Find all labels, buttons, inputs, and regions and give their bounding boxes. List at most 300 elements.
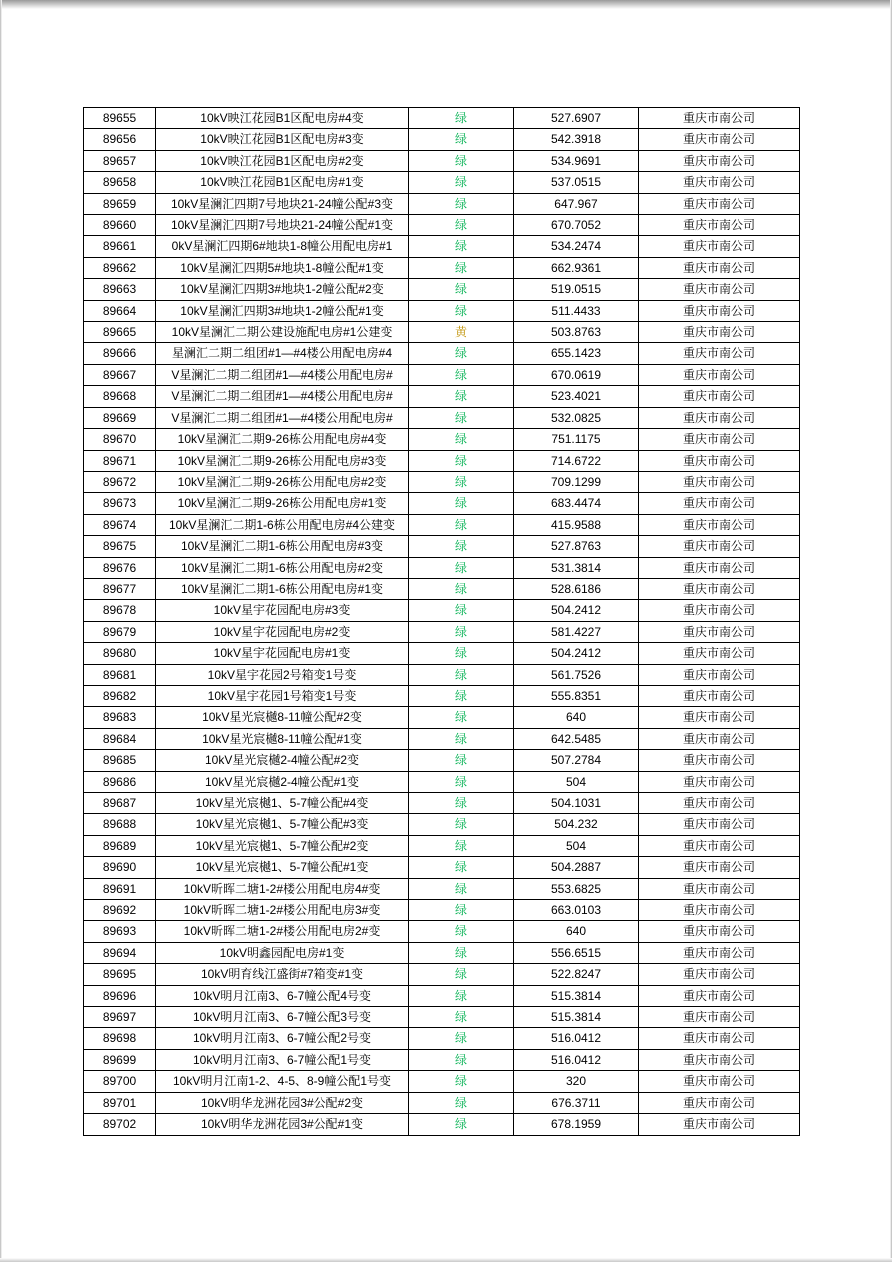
row-value-cell: 670.0619 xyxy=(514,364,639,385)
table-row xyxy=(84,685,800,706)
row-id-cell: 89666 xyxy=(84,343,156,364)
row-id-cell: 89695 xyxy=(84,964,156,985)
row-status-cell: 绿 xyxy=(409,793,514,814)
row-status-cell: 绿 xyxy=(409,921,514,942)
row-status-cell: 绿 xyxy=(409,578,514,599)
row-value-cell: 531.3814 xyxy=(514,557,639,578)
row-status-cell: 绿 xyxy=(409,1092,514,1113)
row-id-cell: 89697 xyxy=(84,1007,156,1028)
row-name-text: 10kV星澜汇二期1-6栋公用配电房#3变 xyxy=(180,539,384,554)
row-name-cell xyxy=(156,964,409,985)
row-value-cell: 504.2412 xyxy=(514,600,639,621)
page-top-edge xyxy=(0,0,892,9)
row-name-cell xyxy=(156,771,409,792)
row-name-cell xyxy=(156,1049,409,1070)
row-status-cell: 绿 xyxy=(409,129,514,150)
table-row xyxy=(84,514,800,535)
row-company-cell: 重庆市南公司 xyxy=(639,1049,800,1070)
row-value-cell: 504 xyxy=(514,835,639,856)
row-id-cell: 89668 xyxy=(84,386,156,407)
row-value-cell: 504.232 xyxy=(514,814,639,835)
row-status-cell: 绿 xyxy=(409,172,514,193)
row-id-cell: 89657 xyxy=(84,150,156,171)
row-company-cell: 重庆市南公司 xyxy=(639,300,800,321)
table-row xyxy=(84,343,800,364)
row-status-cell: 黄 xyxy=(409,322,514,343)
row-name-text: 星澜汇二期二组团#1—#4楼公用配电房#4 xyxy=(171,346,393,361)
row-id-cell: 89687 xyxy=(84,793,156,814)
row-company-cell: 重庆市南公司 xyxy=(639,493,800,514)
row-value-cell: 581.4227 xyxy=(514,621,639,642)
row-status-cell: 绿 xyxy=(409,300,514,321)
page-bottom-edge xyxy=(0,1258,892,1262)
row-value-cell: 670.7052 xyxy=(514,215,639,236)
row-name-cell xyxy=(156,172,409,193)
row-status-cell: 绿 xyxy=(409,685,514,706)
row-name-text: 10kV映江花园B1区配电房#3变 xyxy=(200,132,364,147)
row-name-cell xyxy=(156,343,409,364)
row-value-cell: 534.2474 xyxy=(514,236,639,257)
row-value-cell: 523.4021 xyxy=(514,386,639,407)
row-status-cell: 绿 xyxy=(409,750,514,771)
row-company-cell: 重庆市南公司 xyxy=(639,835,800,856)
row-id-cell: 89667 xyxy=(84,364,156,385)
table-row xyxy=(84,429,800,450)
row-value-cell: 516.0412 xyxy=(514,1028,639,1049)
row-id-cell: 89665 xyxy=(84,322,156,343)
row-id-cell: 89676 xyxy=(84,557,156,578)
row-name-text: 10kV星澜汇二期1-6栋公用配电房#2变 xyxy=(180,560,384,575)
row-id-cell: 89684 xyxy=(84,728,156,749)
table-row xyxy=(84,750,800,771)
row-value-cell: 522.8247 xyxy=(514,964,639,985)
row-company-cell: 重庆市南公司 xyxy=(639,322,800,343)
row-company-cell: 重庆市南公司 xyxy=(639,793,800,814)
row-name-text: 10kV星光宸樾2-4幢公配#2变 xyxy=(204,753,360,768)
row-value-cell: 676.3711 xyxy=(514,1092,639,1113)
row-status-cell: 绿 xyxy=(409,407,514,428)
row-id-cell: 89673 xyxy=(84,493,156,514)
row-status-cell: 绿 xyxy=(409,536,514,557)
row-value-cell: 537.0515 xyxy=(514,172,639,193)
row-status-cell: 绿 xyxy=(409,1007,514,1028)
row-id-cell: 89690 xyxy=(84,857,156,878)
row-company-cell: 重庆市南公司 xyxy=(639,193,800,214)
row-value-cell: 532.0825 xyxy=(514,407,639,428)
table-row xyxy=(84,471,800,492)
row-status-cell: 绿 xyxy=(409,215,514,236)
row-company-cell: 重庆市南公司 xyxy=(639,1071,800,1092)
row-status-cell: 绿 xyxy=(409,1028,514,1049)
row-name-text: 10kV星宇花园配电房#1变 xyxy=(213,646,351,661)
row-id-cell: 89685 xyxy=(84,750,156,771)
row-id-cell: 89656 xyxy=(84,129,156,150)
row-id-cell: 89689 xyxy=(84,835,156,856)
row-value-cell: 504 xyxy=(514,771,639,792)
row-name-cell xyxy=(156,150,409,171)
row-company-cell: 重庆市南公司 xyxy=(639,236,800,257)
row-company-cell: 重庆市南公司 xyxy=(639,557,800,578)
row-value-cell: 663.0103 xyxy=(514,900,639,921)
row-name-cell xyxy=(156,257,409,278)
row-status-cell: 绿 xyxy=(409,964,514,985)
row-name-cell xyxy=(156,236,409,257)
table-row xyxy=(84,921,800,942)
row-id-cell: 89698 xyxy=(84,1028,156,1049)
row-name-text: 10kV星澜汇二期1-6栋公用配电房#4公建变 xyxy=(168,517,396,532)
row-name-text: 10kV明月江南3、6-7幢公配2号变 xyxy=(192,1031,372,1046)
row-company-cell: 重庆市南公司 xyxy=(639,129,800,150)
row-name-text: 10kV星宇花园1号箱变1号变 xyxy=(207,688,357,703)
row-value-cell: 640 xyxy=(514,921,639,942)
row-name-cell xyxy=(156,921,409,942)
row-status-cell: 绿 xyxy=(409,878,514,899)
row-id-cell: 89701 xyxy=(84,1092,156,1113)
page-left-edge xyxy=(0,0,2,1262)
table-row xyxy=(84,150,800,171)
row-id-cell: 89702 xyxy=(84,1114,156,1135)
row-status-cell: 绿 xyxy=(409,514,514,535)
table-row xyxy=(84,814,800,835)
row-status-cell: 绿 xyxy=(409,707,514,728)
row-id-cell: 89664 xyxy=(84,300,156,321)
row-id-cell: 89677 xyxy=(84,578,156,599)
row-id-cell: 89683 xyxy=(84,707,156,728)
row-name-text: 10kV明育线江盛街#7箱变#1变 xyxy=(200,967,364,982)
row-id-cell: 89671 xyxy=(84,450,156,471)
row-status-cell: 绿 xyxy=(409,493,514,514)
row-name-cell xyxy=(156,835,409,856)
row-name-cell xyxy=(156,215,409,236)
row-name-cell xyxy=(156,793,409,814)
table-row xyxy=(84,728,800,749)
transformer-load-table xyxy=(83,107,800,1136)
row-id-cell: 89659 xyxy=(84,193,156,214)
row-name-cell xyxy=(156,857,409,878)
row-company-cell: 重庆市南公司 xyxy=(639,621,800,642)
table-row xyxy=(84,707,800,728)
row-status-cell: 绿 xyxy=(409,193,514,214)
row-status-cell: 绿 xyxy=(409,150,514,171)
row-value-cell: 662.9361 xyxy=(514,257,639,278)
table-row xyxy=(84,407,800,428)
row-company-cell: 重庆市南公司 xyxy=(639,771,800,792)
row-id-cell: 89661 xyxy=(84,236,156,257)
row-name-text: 10kV明月江南1-2、4-5、8-9幢公配1号变 xyxy=(172,1074,392,1089)
row-name-text: 10kV星澜汇四期5#地块1-8幢公配#1变 xyxy=(180,260,384,275)
row-value-cell: 534.9691 xyxy=(514,150,639,171)
row-value-cell: 561.7526 xyxy=(514,664,639,685)
row-name-text: 10kV明月江南3、6-7幢公配1号变 xyxy=(192,1052,372,1067)
row-value-cell: 528.6186 xyxy=(514,578,639,599)
row-id-cell: 89669 xyxy=(84,407,156,428)
row-name-cell xyxy=(156,664,409,685)
row-name-cell xyxy=(156,108,409,129)
table-row xyxy=(84,193,800,214)
row-name-text: 10kV星澜汇四期3#地块1-2幢公配#1变 xyxy=(180,303,384,318)
row-name-text: 10kV星澜汇二期1-6栋公用配电房#1变 xyxy=(180,581,384,596)
row-name-text: V星澜汇二期二组团#1—#4楼公用配电房# xyxy=(171,410,393,425)
row-company-cell: 重庆市南公司 xyxy=(639,386,800,407)
row-value-cell: 642.5485 xyxy=(514,728,639,749)
row-id-cell: 89662 xyxy=(84,257,156,278)
row-name-text: 10kV星宇花园2号箱变1号变 xyxy=(207,667,357,682)
table-row xyxy=(84,900,800,921)
row-name-text: 10kV昕晖二塘1-2#楼公用配电房3#变 xyxy=(183,903,381,918)
row-name-text: 10kV星澜汇四期3#地块1-2幢公配#2变 xyxy=(180,282,384,297)
row-id-cell: 89686 xyxy=(84,771,156,792)
row-id-cell: 89679 xyxy=(84,621,156,642)
row-status-cell: 绿 xyxy=(409,279,514,300)
row-value-cell: 504.2412 xyxy=(514,643,639,664)
row-name-cell xyxy=(156,750,409,771)
row-status-cell: 绿 xyxy=(409,236,514,257)
table-row xyxy=(84,793,800,814)
row-status-cell: 绿 xyxy=(409,257,514,278)
row-name-text: 10kV星澜汇四期7号地块21-24幢公配#1变 xyxy=(170,218,394,233)
row-company-cell: 重庆市南公司 xyxy=(639,643,800,664)
row-status-cell: 绿 xyxy=(409,1049,514,1070)
row-id-cell: 89660 xyxy=(84,215,156,236)
row-name-cell xyxy=(156,322,409,343)
row-name-text: 10kV星澜汇二期公建设施配电房#1公建变 xyxy=(171,325,393,340)
row-name-cell xyxy=(156,1092,409,1113)
row-status-cell: 绿 xyxy=(409,942,514,963)
row-status-cell: 绿 xyxy=(409,471,514,492)
row-company-cell: 重庆市南公司 xyxy=(639,1028,800,1049)
row-value-cell: 751.1175 xyxy=(514,429,639,450)
row-status-cell: 绿 xyxy=(409,621,514,642)
row-value-cell: 542.3918 xyxy=(514,129,639,150)
row-name-cell xyxy=(156,279,409,300)
row-company-cell: 重庆市南公司 xyxy=(639,514,800,535)
row-value-cell: 556.6515 xyxy=(514,942,639,963)
row-company-cell: 重庆市南公司 xyxy=(639,1114,800,1135)
row-status-cell: 绿 xyxy=(409,728,514,749)
table-row xyxy=(84,664,800,685)
table-row xyxy=(84,364,800,385)
row-name-cell xyxy=(156,707,409,728)
row-company-cell: 重庆市南公司 xyxy=(639,1007,800,1028)
row-name-text: 10kV明华龙洲花园3#公配#1变 xyxy=(200,1117,364,1132)
row-name-cell xyxy=(156,493,409,514)
row-company-cell: 重庆市南公司 xyxy=(639,1092,800,1113)
row-value-cell: 683.4474 xyxy=(514,493,639,514)
row-company-cell: 重庆市南公司 xyxy=(639,215,800,236)
row-company-cell: 重庆市南公司 xyxy=(639,343,800,364)
row-name-text: 10kV星宇花园配电房#3变 xyxy=(213,603,351,618)
row-id-cell: 89691 xyxy=(84,878,156,899)
row-company-cell: 重庆市南公司 xyxy=(639,942,800,963)
row-value-cell: 555.8351 xyxy=(514,685,639,706)
row-company-cell: 重庆市南公司 xyxy=(639,578,800,599)
row-name-text: 10kV星光宸樾1、5-7幢公配#1变 xyxy=(195,860,369,875)
row-company-cell: 重庆市南公司 xyxy=(639,172,800,193)
row-id-cell: 89675 xyxy=(84,536,156,557)
row-name-cell xyxy=(156,1028,409,1049)
row-id-cell: 89694 xyxy=(84,942,156,963)
table-body xyxy=(84,108,800,1136)
table-row xyxy=(84,942,800,963)
row-name-cell xyxy=(156,1007,409,1028)
table-row xyxy=(84,493,800,514)
row-name-text: 10kV星澜汇四期7号地块21-24幢公配#3变 xyxy=(170,196,394,211)
row-name-text: 10kV星光宸樾1、5-7幢公配#2变 xyxy=(195,838,369,853)
row-name-cell xyxy=(156,471,409,492)
row-id-cell: 89655 xyxy=(84,108,156,129)
row-value-cell: 527.8763 xyxy=(514,536,639,557)
row-name-cell xyxy=(156,985,409,1006)
row-name-text: 10kV明鑫园配电房#1变 xyxy=(219,945,345,960)
row-name-cell xyxy=(156,300,409,321)
row-value-cell: 503.8763 xyxy=(514,322,639,343)
row-id-cell: 89680 xyxy=(84,643,156,664)
row-name-cell xyxy=(156,942,409,963)
table-row xyxy=(84,129,800,150)
row-status-cell: 绿 xyxy=(409,1114,514,1135)
table-row xyxy=(84,964,800,985)
row-status-cell: 绿 xyxy=(409,643,514,664)
row-value-cell: 504.1031 xyxy=(514,793,639,814)
row-name-cell xyxy=(156,557,409,578)
row-value-cell: 678.1959 xyxy=(514,1114,639,1135)
row-name-cell xyxy=(156,129,409,150)
row-status-cell: 绿 xyxy=(409,1071,514,1092)
row-value-cell: 415.9588 xyxy=(514,514,639,535)
table-row xyxy=(84,108,800,129)
row-name-cell xyxy=(156,429,409,450)
row-status-cell: 绿 xyxy=(409,600,514,621)
row-company-cell: 重庆市南公司 xyxy=(639,685,800,706)
row-name-cell xyxy=(156,536,409,557)
row-status-cell: 绿 xyxy=(409,108,514,129)
row-name-text: 10kV昕晖二塘1-2#楼公用配电房2#变 xyxy=(183,924,381,939)
table-row xyxy=(84,621,800,642)
table-row xyxy=(84,1114,800,1135)
row-status-cell: 绿 xyxy=(409,664,514,685)
row-name-text: 10kV映江花园B1区配电房#1变 xyxy=(200,175,364,190)
row-value-cell: 640 xyxy=(514,707,639,728)
row-status-cell: 绿 xyxy=(409,814,514,835)
row-id-cell: 89674 xyxy=(84,514,156,535)
table-row xyxy=(84,878,800,899)
row-name-cell xyxy=(156,643,409,664)
row-name-text: 10kV映江花园B1区配电房#4变 xyxy=(200,111,364,125)
row-status-cell: 绿 xyxy=(409,900,514,921)
row-name-text: 10kV星光宸樾2-4幢公配#1变 xyxy=(204,774,360,789)
table-row xyxy=(84,1049,800,1070)
table-row xyxy=(84,1007,800,1028)
row-name-text: 10kV星光宸樾8-11幢公配#2变 xyxy=(202,710,362,725)
row-company-cell: 重庆市南公司 xyxy=(639,878,800,899)
row-id-cell: 89682 xyxy=(84,685,156,706)
table-row xyxy=(84,322,800,343)
row-status-cell: 绿 xyxy=(409,835,514,856)
row-id-cell: 89692 xyxy=(84,900,156,921)
row-status-cell: 绿 xyxy=(409,771,514,792)
row-name-text: 10kV昕晖二塘1-2#楼公用配电房4#变 xyxy=(183,881,381,896)
row-name-cell xyxy=(156,193,409,214)
row-status-cell: 绿 xyxy=(409,857,514,878)
row-name-cell xyxy=(156,450,409,471)
row-name-text: 0kV星澜汇四期6#地块1-8幢公用配电房#1 xyxy=(171,239,393,254)
table-row xyxy=(84,771,800,792)
row-company-cell: 重庆市南公司 xyxy=(639,900,800,921)
row-id-cell: 89663 xyxy=(84,279,156,300)
table-row xyxy=(84,835,800,856)
row-name-text: 10kV明月江南3、6-7幢公配4号变 xyxy=(192,988,372,1003)
row-company-cell: 重庆市南公司 xyxy=(639,108,800,129)
row-name-text: 10kV明华龙洲花园3#公配#2变 xyxy=(200,1095,364,1110)
table-row xyxy=(84,1071,800,1092)
row-name-cell xyxy=(156,621,409,642)
row-name-cell xyxy=(156,514,409,535)
row-company-cell: 重庆市南公司 xyxy=(639,450,800,471)
row-name-text: 10kV明月江南3、6-7幢公配3号变 xyxy=(192,1010,372,1025)
table-row xyxy=(84,643,800,664)
row-id-cell: 89681 xyxy=(84,664,156,685)
row-name-cell xyxy=(156,364,409,385)
row-name-cell xyxy=(156,900,409,921)
row-company-cell: 重庆市南公司 xyxy=(639,964,800,985)
row-status-cell: 绿 xyxy=(409,985,514,1006)
row-name-text: 10kV星澜汇二期9-26栋公用配电房#2变 xyxy=(177,474,387,489)
table-row xyxy=(84,857,800,878)
row-value-cell: 507.2784 xyxy=(514,750,639,771)
row-name-cell xyxy=(156,685,409,706)
table-row xyxy=(84,450,800,471)
row-company-cell: 重庆市南公司 xyxy=(639,814,800,835)
table-row xyxy=(84,279,800,300)
row-name-text: 10kV星光宸樾1、5-7幢公配#3变 xyxy=(195,817,369,832)
row-status-cell: 绿 xyxy=(409,343,514,364)
row-company-cell: 重庆市南公司 xyxy=(639,921,800,942)
row-name-text: 10kV星宇花园配电房#2变 xyxy=(213,624,351,639)
row-name-text: V星澜汇二期二组团#1—#4楼公用配电房# xyxy=(171,367,393,382)
row-name-cell xyxy=(156,386,409,407)
row-value-cell: 516.0412 xyxy=(514,1049,639,1070)
table-row xyxy=(84,172,800,193)
row-value-cell: 647.967 xyxy=(514,193,639,214)
row-company-cell: 重庆市南公司 xyxy=(639,471,800,492)
row-id-cell: 89696 xyxy=(84,985,156,1006)
row-status-cell: 绿 xyxy=(409,557,514,578)
row-value-cell: 709.1299 xyxy=(514,471,639,492)
row-id-cell: 89672 xyxy=(84,471,156,492)
row-company-cell: 重庆市南公司 xyxy=(639,707,800,728)
row-name-text: 10kV映江花园B1区配电房#2变 xyxy=(200,153,364,168)
row-value-cell: 504.2887 xyxy=(514,857,639,878)
row-status-cell: 绿 xyxy=(409,364,514,385)
row-name-cell xyxy=(156,600,409,621)
row-company-cell: 重庆市南公司 xyxy=(639,600,800,621)
row-id-cell: 89699 xyxy=(84,1049,156,1070)
table-row xyxy=(84,1028,800,1049)
row-value-cell: 519.0515 xyxy=(514,279,639,300)
row-company-cell: 重庆市南公司 xyxy=(639,857,800,878)
row-value-cell: 655.1423 xyxy=(514,343,639,364)
row-company-cell: 重庆市南公司 xyxy=(639,279,800,300)
row-name-cell xyxy=(156,814,409,835)
row-id-cell: 89678 xyxy=(84,600,156,621)
table-row xyxy=(84,600,800,621)
row-company-cell: 重庆市南公司 xyxy=(639,429,800,450)
row-name-text: V星澜汇二期二组团#1—#4楼公用配电房# xyxy=(171,389,393,404)
row-value-cell: 714.6722 xyxy=(514,450,639,471)
row-status-cell: 绿 xyxy=(409,450,514,471)
row-name-text: 10kV星澜汇二期9-26栋公用配电房#4变 xyxy=(177,432,387,447)
row-company-cell: 重庆市南公司 xyxy=(639,536,800,557)
